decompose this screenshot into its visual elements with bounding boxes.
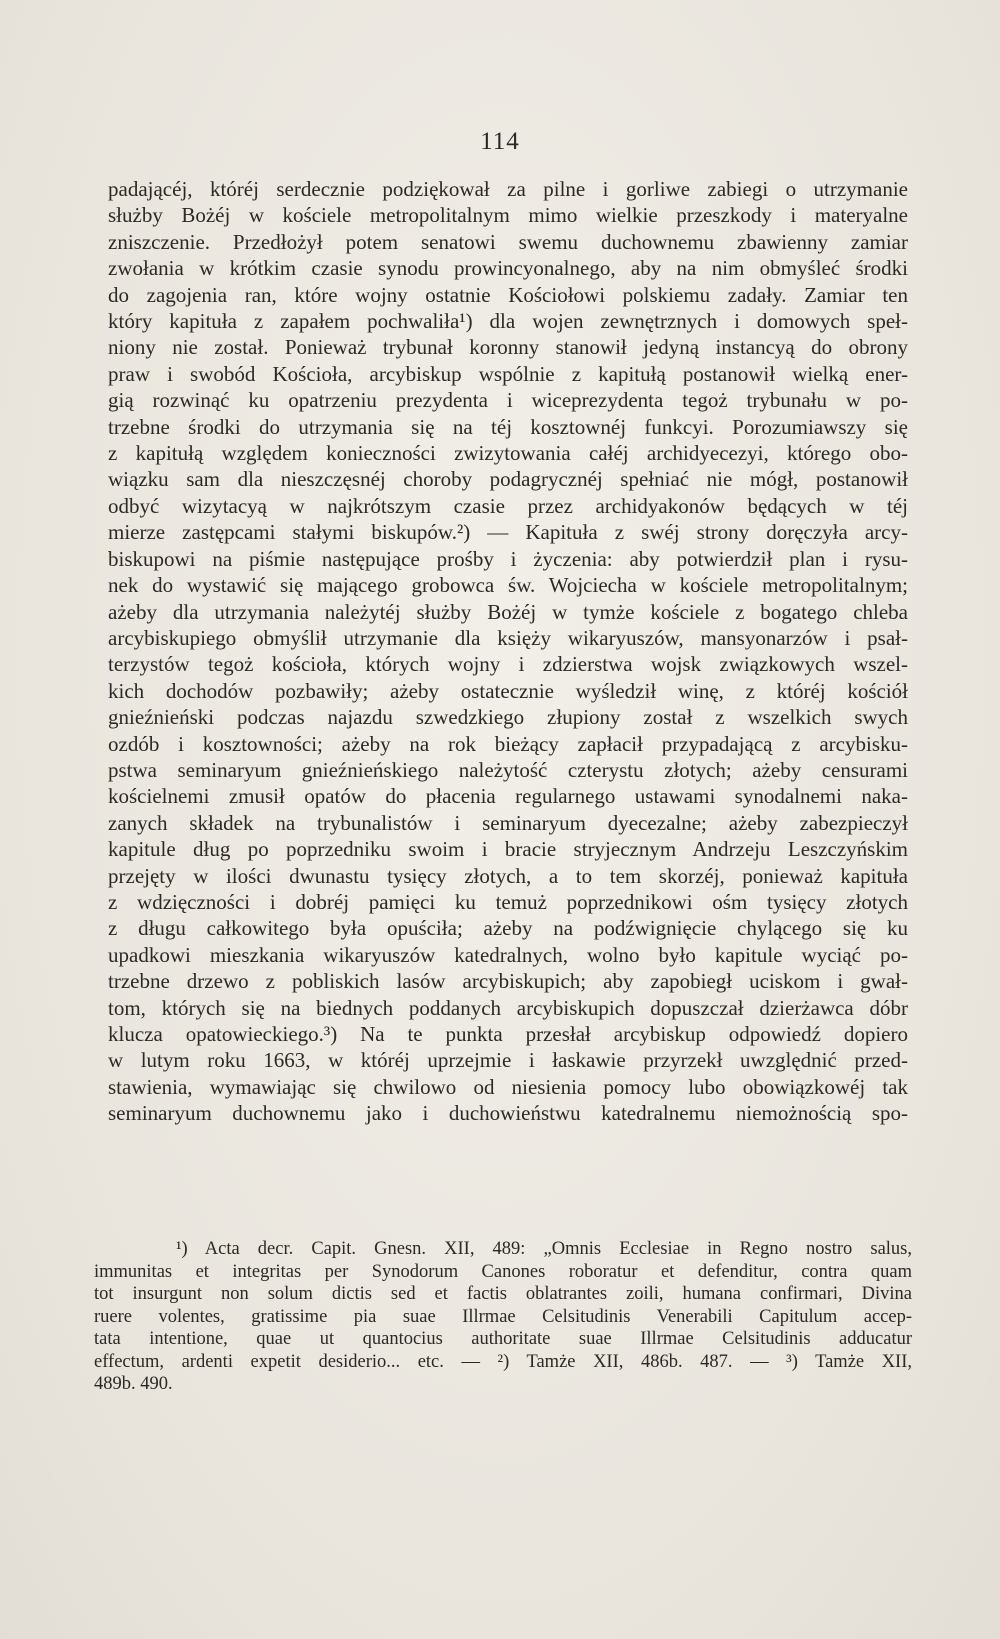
text-line: arcybiskupiego obmyślił utrzymanie dla księży wikaryuszów, mansyonarzów i psał- (108, 625, 908, 650)
text-line: terzystów tegoż kościoła, których wojny i zdzierstwa wojsk związkowych wszel- (108, 652, 908, 677)
footnote-line: ruere volentes, gratissime pia suae Illrmae Celsitudinis Venerabili Capitulum accep- (94, 1306, 912, 1327)
footnote-line: immunitas et integritas per Synodorum Canones roboratur et defenditur, contra quam (94, 1261, 912, 1282)
text-line: praw i swobód Kościoła, arcybiskup wspólnie z kapitułą postanowił wielką ener- (108, 361, 908, 386)
text-line: mierze zastępcami stałymi biskupów.²) — Kapituła z swéj strony doręczyła arcy- (108, 520, 908, 545)
text-line: przejęty w ilości dwunastu tysięcy złotych, a to tem skorzéj, ponieważ kapituła (108, 863, 908, 888)
footnote-line: 489b. 490. (94, 1374, 173, 1394)
text-line: gnieźnieński podczas najazdu szwedzkiego złupiony został z wszelkich swych (108, 705, 908, 730)
text-line: z wdzięczności i dobréj pamięci ku temuż poprzednikowi ośm tysięcy złotych (108, 889, 908, 914)
footnote-line: tot insurgunt non solum dictis sed et factis oblatrantes zoili, humana confirmari, Divina (94, 1284, 912, 1304)
text-line: z długu całkowitego była opuściła; ażeby na podźwignięcie chylącego się ku (108, 916, 908, 941)
main-text (108, 176, 908, 1127)
text-line: z kapitułą względem konieczności zwizytowania całéj archidyecezyi, którego obo- (108, 441, 908, 466)
text-line: pstwa seminaryum gnieźnieńskiego należytość czterystu złotych; ażeby censurami (108, 757, 908, 782)
text-line: niony nie został. Ponieważ trybunał koronny stanowił jedyną instancyą do obrony (108, 335, 908, 360)
text-line: gią rozwinąć ku opatrzeniu prezydenta i wiceprezydenta tegoż trybunału w po- (108, 388, 908, 413)
text-line: klucza opatowieckiego.³) Na te punkta przesłał arcybiskup odpowiedź dopiero (108, 1022, 908, 1046)
text-line: upadkowi mieszkania wikaryuszów katedralnych, wolno było kapitule wyciąć po- (108, 942, 908, 967)
text-line: trzebne drzewo z pobliskich lasów arcybiskupich; aby zapobiegł uciskom i gwał- (108, 969, 908, 994)
text-line: kapitule dług po poprzedniku swoim i bracie stryjecznym Andrzeju Leszczyńskim (108, 837, 908, 862)
text-line: kościelnemi zmusił opatów do płacenia regularnego ustawami synodalnemi naka- (108, 784, 908, 809)
text-line: zwołania w krótkim czasie synodu prowincyonalnego, aby na nim obmyśleć środki (108, 256, 908, 281)
text-line: biskupowi na piśmie następujące prośby i życzenia: aby potwierdził plan i rysu- (108, 546, 908, 571)
text-line: który kapituła z zapałem pochwaliła¹) dla wojen zewnętrznych i domowych speł- (108, 309, 908, 334)
text-line: padającéj, któréj serdecznie podziękował za pilne i gorliwe zabiegi o utrzymanie (108, 177, 908, 201)
text-line: do zagojenia ran, które wojny ostatnie Kościołowi polskiemu zadały. Zamiar ten (108, 282, 908, 307)
text-line: nek do wystawić się mającego grobowca św. Wojciecha w kościele metropolitalnym; (108, 573, 908, 598)
footnote-line: tata intentione, quae ut quantocius authoritate suae Illrmae Celsitudinis adducatur (94, 1329, 912, 1349)
footnotes (94, 1238, 912, 1396)
text-line: kich dochodów pozbawiły; ażeby ostatecznie wyśledził winę, z któréj kościół (108, 678, 908, 703)
text-line: służby Bożéj w kościele metropolitalnym mimo wielkie przeszkody i materyalne (108, 203, 908, 228)
page-number: 114 (480, 128, 520, 155)
footnote-line: ¹) Acta decr. Capit. Gnesn. XII, 489: „Omnis Ecclesiae in Regno nostro salus, (176, 1239, 912, 1259)
text-line: stawienia, wymawiając się chwilowo od niesienia pomocy lubo obowiązkowéj tak (108, 1074, 908, 1099)
footnote-line: effectum, ardenti expetit desiderio... etc. — ²) Tamże XII, 486b. 487. — ³) Tamże XII, (94, 1351, 912, 1372)
text-line: zniszczenie. Przedłożył potem senatowi swemu duchownemu zbawienny zamiar (108, 229, 908, 254)
text-line: trzebne środki do utrzymania się na téj kosztownéj funkcyi. Porozumiawszy się (108, 414, 908, 439)
text-line: zanych składek na trybunalistów i seminaryum dyecezalne; ażeby zabezpieczył (108, 810, 908, 835)
text-line: seminaryum duchownemu jako i duchowieństwu katedralnemu niemożnością spo- (108, 1101, 908, 1126)
text-line: w lutym roku 1663, w któréj uprzejmie i łaskawie przyrzekł uwzględnić przed- (108, 1048, 908, 1073)
text-line: odbyć wizytacyą w najkrótszym czasie przez archidyakonów będących w téj (108, 493, 908, 518)
text-line: ażeby dla utrzymania należytéj służby Bożéj w tymże kościele z bogatego chleba (108, 599, 908, 624)
text-line: tom, których się na biednych poddanych arcybiskupich dopuszczał dzierżawca dóbr (108, 995, 908, 1020)
text-line: wiązku sam dla nieszczęsnéj choroby podagrycznéj spełniać nie mógł, postanowił (108, 467, 908, 492)
text-line: ozdób i kosztowności; ażeby na rok bieżący zapłacił przypadającą z arcybisku- (108, 731, 908, 756)
